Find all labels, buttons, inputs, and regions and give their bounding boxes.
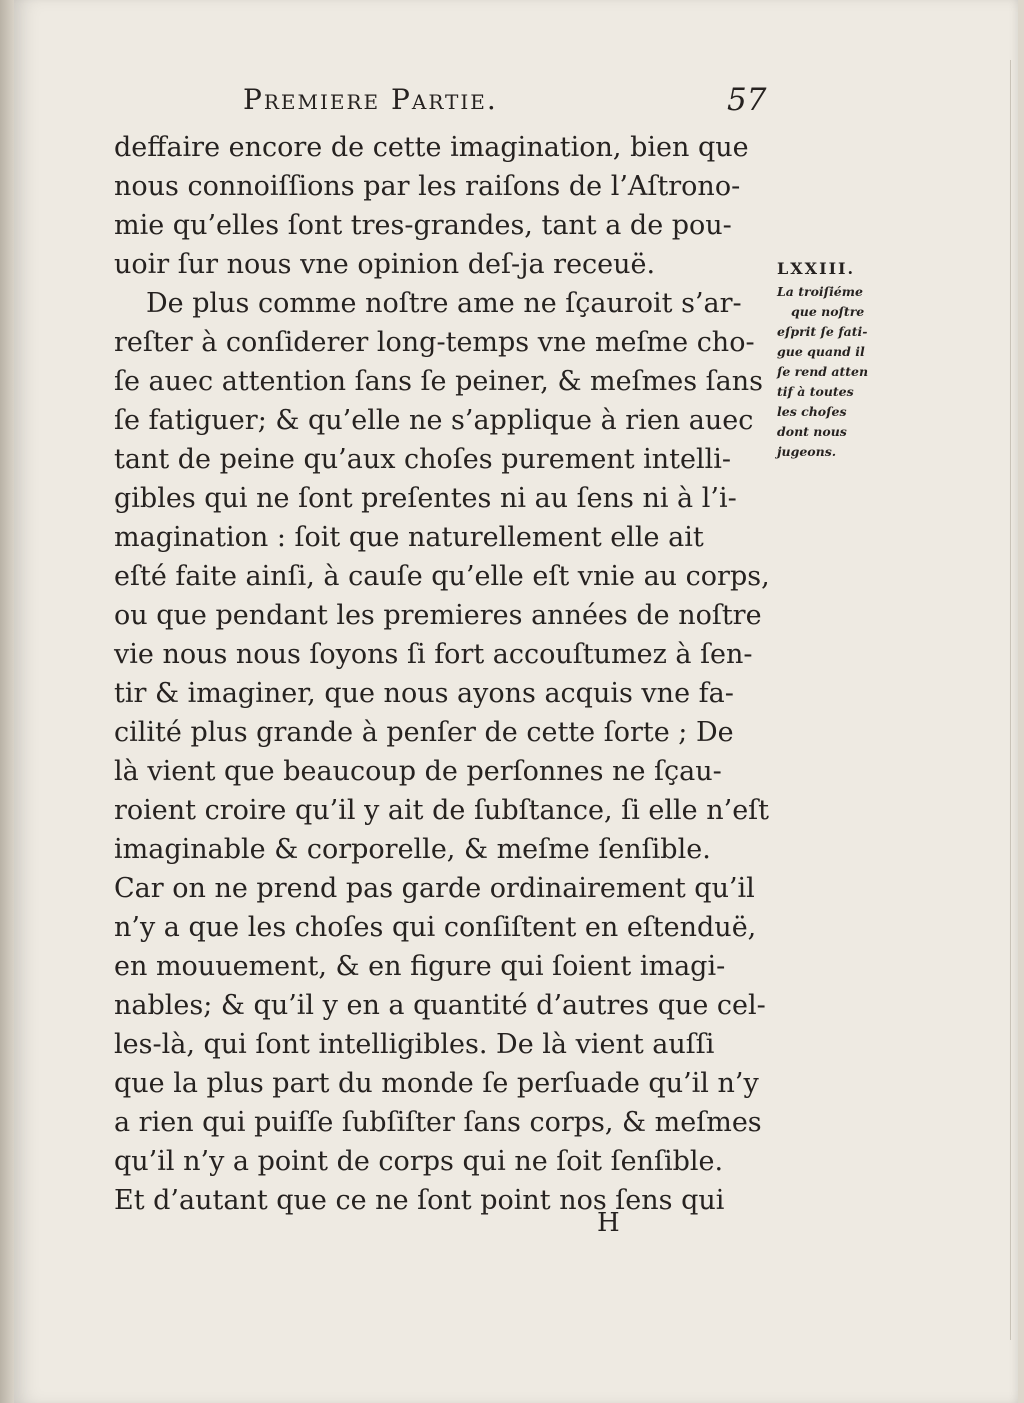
marginal-note-line: dont nous xyxy=(777,424,847,439)
text-line: qu’il n’y a point de corps qui ne ſoit ſenſible. xyxy=(114,1146,724,1177)
text-line: eſté faite ainſi, à cauſe qu’elle eſt vnie au corps, xyxy=(114,561,770,592)
text-line: cilité plus grande à penſer de cette ſorte ; De xyxy=(114,717,734,748)
book-gutter xyxy=(0,0,14,1403)
text-line: mie qu’elles ſont tres-grandes, tant a de pou- xyxy=(114,210,732,241)
text-line: ſe auec attention ſans ſe peiner, & meſmes ſans xyxy=(114,366,763,397)
marginal-note-line: gue quand il xyxy=(777,344,865,359)
page-number: 57 xyxy=(727,82,767,118)
text-line: là vient que beaucoup de perſonnes ne ſçau- xyxy=(114,756,722,787)
text-line: nous connoiſſions par les raiſons de l’Aſtrono- xyxy=(114,171,741,202)
text-line: tir & imaginer, que nous ayons acquis vne fa- xyxy=(114,678,734,709)
main-text-block xyxy=(114,128,774,1220)
text-line: en mouuement, & en figure qui ſoient imagi- xyxy=(114,951,726,982)
text-line: Et d’autant que ce ne ſont point nos ſens qui xyxy=(114,1185,725,1216)
marginal-note-line: jugeons. xyxy=(777,444,837,459)
text-line: vie nous nous ſoyons ſi fort accouſtumez à ſen- xyxy=(114,639,753,670)
marginal-note-line: les choſes xyxy=(777,404,847,419)
text-line: que la plus part du monde ſe perſuade qu’il n’y xyxy=(114,1068,759,1099)
text-line: tant de peine qu’aux choſes purement intelli- xyxy=(114,444,732,475)
text-line: imaginable & corporelle, & meſme ſenſible. xyxy=(114,834,711,865)
text-line: nables; & qu’il y en a quantité d’autres que cel- xyxy=(114,990,766,1021)
text-line: gibles qui ne ſont preſentes ni au ſens ni à l’i- xyxy=(114,483,737,514)
text-line: n’y a que les choſes qui conſiſtent en eſtenduë, xyxy=(114,912,757,943)
text-line: De plus comme noſtre ame ne ſçauroit s’ar- xyxy=(146,288,742,319)
text-line: deffaire encore de cette imagination, bien que xyxy=(114,132,749,163)
running-title: Premiere Partie. xyxy=(243,83,498,116)
marginal-note-line: eſprit ſe fati- xyxy=(777,324,868,339)
marginal-note-line: ſe rend atten xyxy=(777,364,869,379)
marginal-note-number: LXXIII. xyxy=(777,259,856,278)
text-line: ſe fatiguer; & qu’elle ne s’applique à rien auec xyxy=(114,405,754,436)
text-line: magination : ſoit que naturellement elle ait xyxy=(114,522,704,553)
text-line: Car on ne prend pas garde ordinairement qu’il xyxy=(114,873,755,904)
text-line: uoir ſur nous vne opinion deſ-ja receuë. xyxy=(114,249,656,280)
text-line: les-là, qui ſont intelligibles. De là vient auſſi xyxy=(114,1029,715,1060)
text-line: reſter à conſiderer long-temps vne meſme cho- xyxy=(114,327,755,358)
text-line: roient croire qu’il y ait de ſubſtance, ſi elle n’eſt xyxy=(114,795,770,826)
marginal-note-line: que noſtre xyxy=(791,304,865,319)
marginal-note-line: tif à toutes xyxy=(777,384,854,399)
marginal-note-line: La troiſiéme xyxy=(777,284,863,299)
signature-mark: H xyxy=(597,1208,620,1238)
text-line: ou que pendant les premieres années de noſtre xyxy=(114,600,762,631)
marginal-note xyxy=(777,256,887,462)
page-edge-line xyxy=(1010,60,1011,1340)
text-line: a rien qui puiſſe ſubſiſter ſans corps, & meſmes xyxy=(114,1107,762,1138)
